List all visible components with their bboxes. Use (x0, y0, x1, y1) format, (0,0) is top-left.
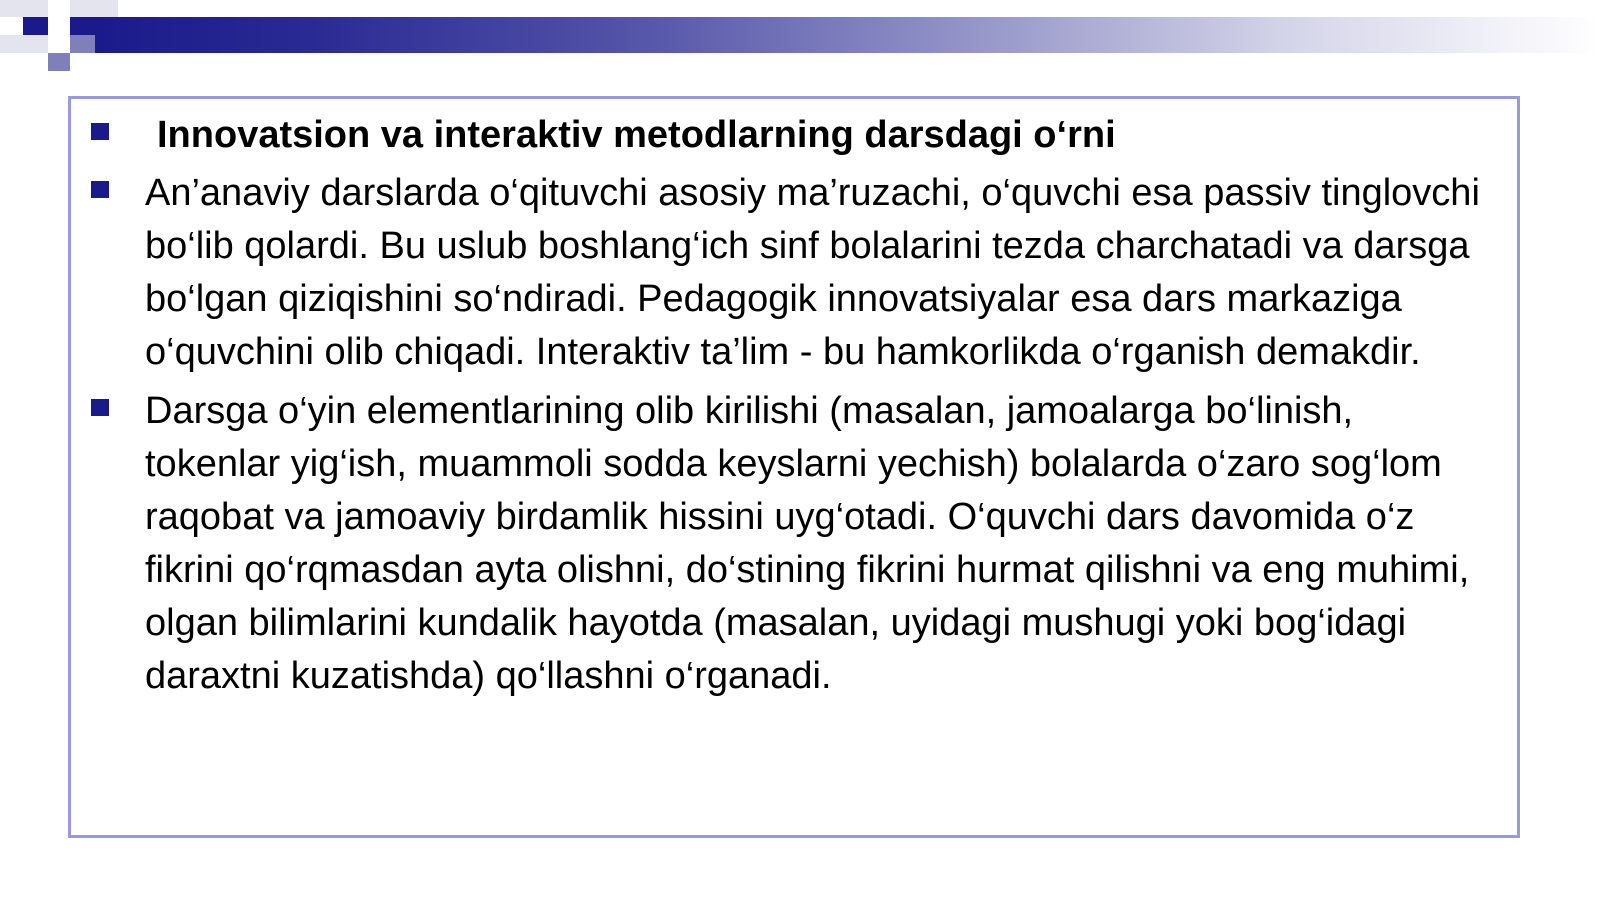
header-decoration-square (48, 0, 70, 17)
header-decoration-square (0, 35, 48, 53)
header-decoration-square (48, 53, 70, 71)
header-decoration-square (70, 17, 95, 35)
bullet-paragraph-1 (87, 167, 1497, 379)
paragraph-text: Darsga o‘yin elementlarining olib kirilishi (masalan, jamoalarga bo‘linish, tokenlar yig‘ish, muammoli sodda keyslarni yechish) bolalarda o‘zaro sog‘lom raqobat va jamoaviy birdamlik hissini uyg‘otadi. O‘quvchi dars davomida o‘z fikrini qo‘rqmasdan ayta olishni, do‘stining fikrini hurmat qilishni va eng muhimi, olgan bilimlarini kundalik hayotda (masalan, uyidagi mushugi yoki bog‘idagi daraxtni kuzatishda) qo‘llashni o‘rganadi. (145, 390, 1470, 697)
square-bullet-icon (91, 399, 109, 416)
header-decoration-square (48, 35, 70, 53)
header-decoration-square (70, 0, 118, 17)
header-decoration-square (0, 17, 23, 35)
header-decoration-square (48, 17, 70, 35)
bullet-heading (87, 109, 1497, 161)
paragraph-text: An’anaviy darslarda o‘qituvchi asosiy ma’ruzachi, o‘quvchi esa passiv tinglovchi bo‘lib qolardi. Bu uslub boshlang‘ich sinf bolalarini tezda charchatadi va darsga bo‘lgan qiziqishini so‘ndiradi. Pedagogik innovatsiyalar esa dars markaziga o‘quvchini olib chiqadi. Interaktiv ta’lim - bu hamkorlikda o‘rganish demakdir. (145, 172, 1480, 373)
square-bullet-icon (91, 181, 109, 198)
slide-heading: Innovatsion va interaktiv metodlarning darsdagi o‘rni (157, 114, 1116, 156)
content-box (68, 96, 1520, 838)
bullet-paragraph-2 (87, 385, 1497, 703)
square-bullet-icon (91, 123, 109, 140)
header-gradient-band (95, 17, 1600, 53)
header-decoration-square (70, 35, 95, 53)
header-decoration-square (23, 17, 48, 35)
header-decoration-square (0, 0, 48, 17)
